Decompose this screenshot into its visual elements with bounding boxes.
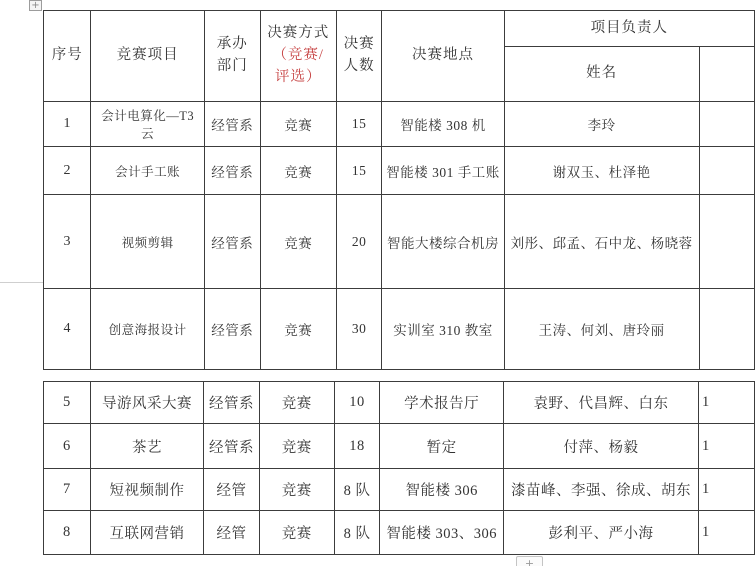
cell-phone[interactable] [699, 195, 754, 289]
add-row-handle[interactable] [516, 556, 543, 566]
cell-phone[interactable]: 1 [699, 424, 755, 469]
table-row [44, 382, 755, 424]
cell-no[interactable]: 6 [44, 424, 91, 469]
table-row [44, 511, 755, 555]
cell-phone[interactable]: 1 [699, 469, 755, 511]
cell-count[interactable]: 30 [336, 289, 382, 370]
header-method-line1: 决赛方式 [267, 25, 330, 42]
header-department-line1: 承办 [216, 36, 248, 53]
cell-department[interactable]: 经管系 [204, 195, 260, 289]
cell-project[interactable]: 创意海报设计 [91, 289, 204, 370]
cell-venue[interactable]: 智能大楼综合机房 [382, 195, 504, 289]
header-method-line3: 评选） [274, 68, 322, 85]
cell-project[interactable]: 会计手工账 [91, 147, 204, 195]
cell-no[interactable]: 4 [44, 289, 91, 370]
cell-no[interactable]: 3 [44, 195, 91, 289]
cell-no[interactable]: 5 [44, 382, 91, 424]
cell-method[interactable]: 竞赛 [260, 195, 336, 289]
header-project[interactable]: 竞赛项目 [91, 11, 204, 102]
cell-department[interactable]: 经管系 [204, 424, 260, 469]
cell-phone[interactable] [699, 289, 754, 370]
cell-no[interactable]: 7 [44, 469, 91, 511]
cell-method[interactable]: 竞赛 [259, 469, 334, 511]
cell-count[interactable]: 10 [334, 382, 380, 424]
cell-department[interactable]: 经管 [204, 469, 260, 511]
header-leader[interactable]: 项目负责人 [504, 11, 754, 47]
cell-venue[interactable]: 暂定 [380, 424, 504, 469]
header-department[interactable] [204, 11, 260, 102]
table-move-handle[interactable] [29, 0, 42, 11]
cell-method[interactable]: 竞赛 [259, 424, 334, 469]
competition-table-lower [43, 381, 755, 555]
header-count-line1: 决赛 [343, 36, 375, 53]
cell-project[interactable]: 茶艺 [90, 424, 203, 469]
cell-names[interactable]: 谢双玉、杜泽艳 [504, 147, 699, 195]
cell-method[interactable]: 竞赛 [259, 382, 334, 424]
cell-names[interactable]: 付萍、杨毅 [503, 424, 698, 469]
table-row [44, 424, 755, 469]
cell-project[interactable]: 会计电算化—T3 云 [91, 102, 204, 147]
table-row [44, 289, 755, 370]
cell-no[interactable]: 2 [44, 147, 91, 195]
cell-method[interactable]: 竞赛 [260, 147, 336, 195]
cell-count[interactable]: 8 队 [334, 469, 380, 511]
cell-department[interactable]: 经管 [204, 511, 260, 555]
cell-project[interactable]: 短视频制作 [90, 469, 203, 511]
cell-project[interactable]: 导游风采大赛 [90, 382, 203, 424]
header-method-line2: （竞赛/ [272, 47, 324, 64]
cell-method[interactable]: 竞赛 [260, 102, 336, 147]
cell-method[interactable]: 竞赛 [259, 511, 334, 555]
cell-phone[interactable]: 1 [699, 511, 755, 555]
plus-icon: + [524, 556, 535, 566]
header-department-line2: 部门 [216, 58, 248, 74]
header-no[interactable]: 序号 [44, 11, 91, 102]
cell-venue[interactable]: 智能楼 301 手工账 [382, 147, 504, 195]
cell-project[interactable]: 互联网营销 [90, 511, 203, 555]
cell-names[interactable]: 漆苗峰、李强、徐成、胡东 [503, 469, 698, 511]
cell-count[interactable]: 20 [336, 195, 382, 289]
cell-department[interactable]: 经管系 [204, 147, 260, 195]
cell-method[interactable]: 竞赛 [260, 289, 336, 370]
cell-names[interactable]: 刘彤、邱孟、石中龙、杨晓蓉 [504, 195, 699, 289]
cell-department[interactable]: 经管系 [204, 382, 260, 424]
header-count[interactable] [336, 11, 382, 102]
cell-department[interactable]: 经管系 [204, 289, 260, 370]
cell-names[interactable]: 袁野、代昌辉、白东 [503, 382, 698, 424]
cell-department[interactable]: 经管系 [204, 102, 260, 147]
header-leader-phone[interactable] [699, 47, 754, 102]
header-leader-name[interactable]: 姓名 [504, 47, 699, 102]
cell-no[interactable]: 8 [44, 511, 91, 555]
cell-venue[interactable]: 智能楼 303、306 [380, 511, 504, 555]
cell-phone[interactable] [699, 102, 754, 147]
cell-count[interactable]: 15 [336, 147, 382, 195]
cell-count[interactable]: 18 [334, 424, 380, 469]
cell-names[interactable]: 李玲 [504, 102, 699, 147]
table-row [44, 102, 755, 147]
cell-project[interactable]: 视频剪辑 [91, 195, 204, 289]
cell-phone[interactable] [699, 147, 754, 195]
margin-gridline [0, 282, 44, 283]
header-count-line2: 人数 [343, 58, 375, 74]
cell-venue[interactable]: 智能楼 308 机 [382, 102, 504, 147]
move-cross-icon: + [31, 0, 40, 11]
cell-venue[interactable]: 学术报告厅 [380, 382, 504, 424]
table-row [44, 195, 755, 289]
competition-table-upper [43, 10, 755, 370]
cell-venue[interactable]: 实训室 310 教室 [382, 289, 504, 370]
header-venue[interactable]: 决赛地点 [382, 11, 504, 102]
cell-names[interactable]: 彭利平、严小海 [503, 511, 698, 555]
cell-phone[interactable]: 1 [699, 382, 755, 424]
cell-names[interactable]: 王涛、何刘、唐玲丽 [504, 289, 699, 370]
table-row [44, 469, 755, 511]
cell-count[interactable]: 15 [336, 102, 382, 147]
cell-venue[interactable]: 智能楼 306 [380, 469, 504, 511]
cell-count[interactable]: 8 队 [334, 511, 380, 555]
cell-no[interactable]: 1 [44, 102, 91, 147]
header-method[interactable] [260, 11, 336, 102]
table-row [44, 147, 755, 195]
